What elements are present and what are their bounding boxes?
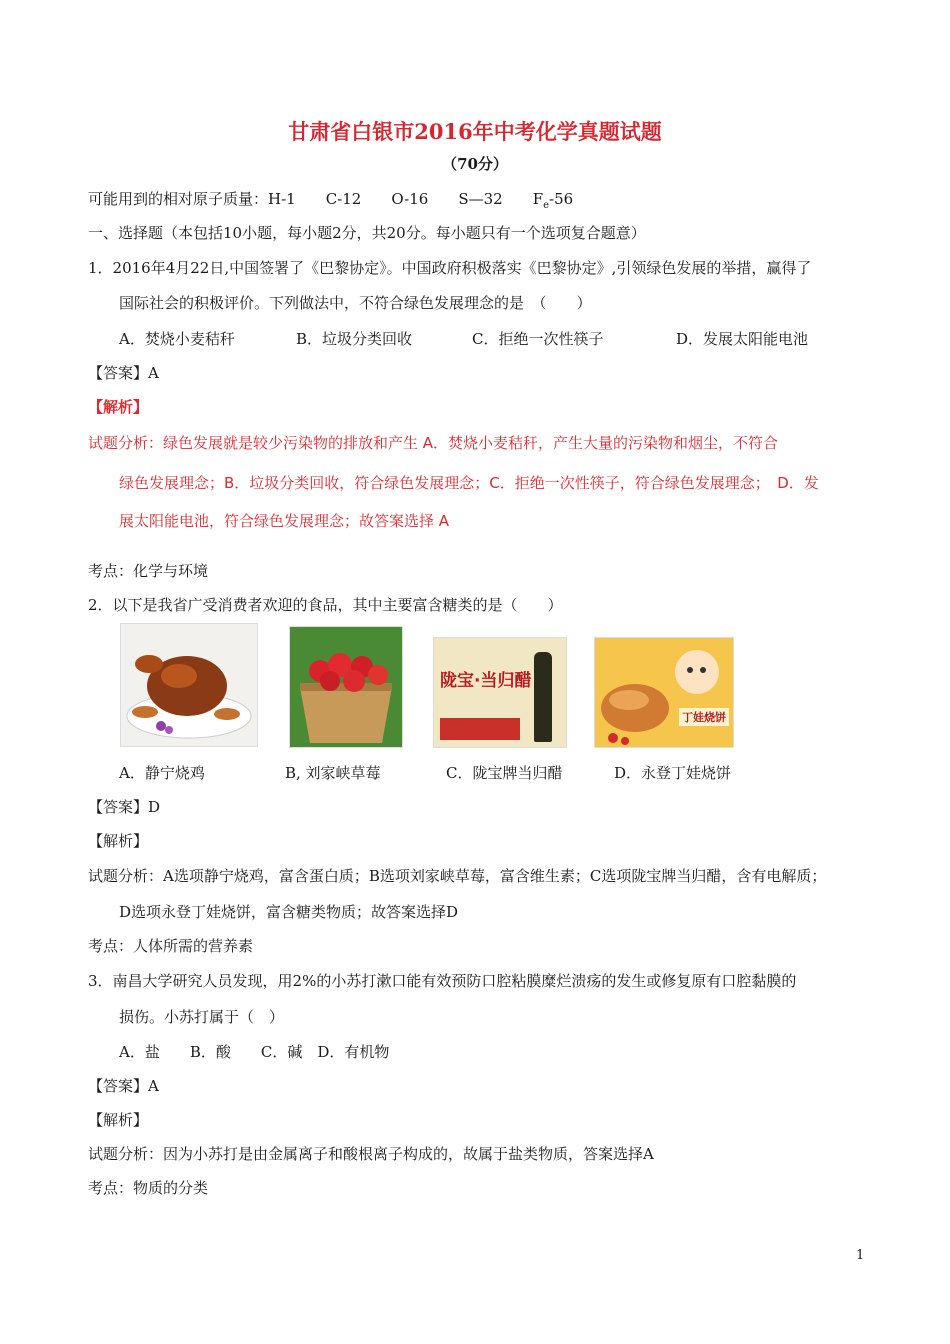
q2-knowledge-point: 考点：人体所需的营养素 [88, 937, 254, 955]
vinegar-ad-image [433, 637, 567, 748]
q1-analysis-line2: 绿色发展理念；B．垃圾分类回收，符合绿色发展理念；C．拒绝一次性筷子，符合绿色发展理念； D．发 [119, 474, 819, 492]
q3-knowledge-point: 考点：物质的分类 [88, 1179, 209, 1197]
strawberry-basket-image [289, 626, 403, 748]
q1-option-a: A．焚烧小麦秸秆 [119, 330, 235, 348]
q2-option-c: C．陇宝牌当归醋 [446, 764, 563, 782]
q3-analysis-line1: 试题分析：因为小苏打是由金属离子和酸根离子构成的，故属于盐类物质，答案选择A [88, 1145, 654, 1163]
q1-analysis-label: 【解析】 [88, 398, 149, 416]
q3-options: A．盐 B．酸 C．碱 D．有机物 [119, 1043, 390, 1061]
q2-option-b: B, 刘家峡草莓 [285, 764, 381, 782]
q2-option-a: A．静宁烧鸡 [119, 764, 205, 782]
q1-knowledge-point: 考点：化学与环境 [88, 562, 209, 580]
atomic-masses: 可能用到的相对原子质量：H-1 C-12 O-16 S—32 $F_e-56$ [88, 190, 574, 211]
q3-stem-line1: 3．南昌大学研究人员发现，用2%的小苏打漱口能有效预防口腔粘膜糜烂溃疡的发生或修复原有口腔黏膜的 [88, 972, 797, 990]
page-title: 甘肃省白银市2016年中考化学真题试题 [288, 119, 662, 144]
q1-analysis-line1: 试题分析：绿色发展就是较少污染物的排放和产生 A．焚烧小麦秸秆，产生大量的污染物和烟尘，不符合 [88, 434, 779, 452]
q1-option-c: C．拒绝一次性筷子 [472, 330, 604, 348]
page-number: 1 [856, 1248, 865, 1263]
q1-stem-line1: 1．2016年4月22日,中国签署了《巴黎协定》。中国政府积极落实《巴黎协定》,引领绿色发展的举措，赢得了 [88, 259, 812, 277]
baked-bread-ad-image [594, 637, 734, 748]
q2-answer: 【答案】D [88, 798, 161, 816]
q1-stem-line2: 国际社会的积极评价。下列做法中，不符合绿色发展理念的是 （ ） [119, 294, 592, 312]
q2-analysis-label: 【解析】 [88, 832, 149, 850]
section-heading: 一、选择题（本包括10小题，每小题2分，共20分。每小题只有一个选项复合题意） [88, 224, 646, 242]
roast-chicken-image [120, 623, 258, 747]
q1-option-b: B．垃圾分类回收 [296, 330, 413, 348]
q2-option-d: D．永登丁娃烧饼 [614, 764, 732, 782]
q1-answer: 【答案】A [88, 364, 159, 382]
q2-analysis-line2: D选项永登丁娃烧饼，富含糖类物质；故答案选择D [119, 903, 459, 921]
q2-stem: 2．以下是我省广受消费者欢迎的食品，其中主要富含糖类的是（ ） [88, 596, 563, 614]
q2-analysis-line1: 试题分析：A选项静宁烧鸡，富含蛋白质；B选项刘家峡草莓，富含维生素；C选项陇宝牌当归醋，含有电解质； [88, 867, 827, 885]
q3-answer: 【答案】A [88, 1077, 159, 1095]
q3-stem-line2: 损伤。小苏打属于（ ） [119, 1008, 285, 1026]
bread-brand-text: 丁娃烧饼 [679, 708, 729, 726]
vinegar-brand-text: 陇宝·当归醋 [440, 671, 532, 691]
q1-analysis-line3: 展太阳能电池，符合绿色发展理念；故答案选择 A [119, 512, 450, 530]
q1-option-d: D．发展太阳能电池 [676, 330, 809, 348]
q3-analysis-label: 【解析】 [88, 1111, 149, 1129]
total-score: （70分） [442, 155, 508, 173]
